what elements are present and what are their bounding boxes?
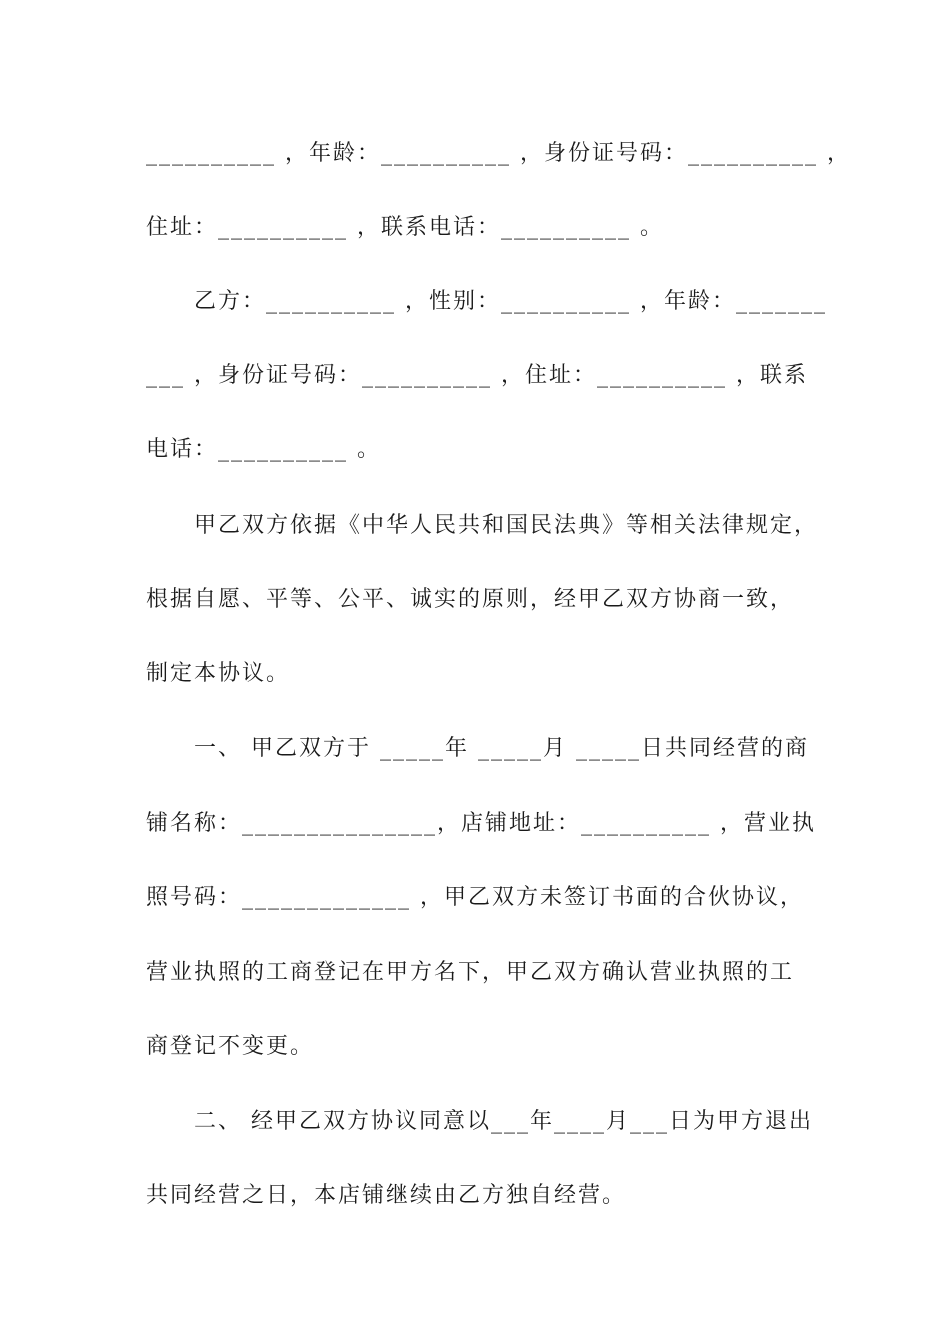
text-line-5: 电话：__________ 。 xyxy=(146,437,381,462)
text-line-8: 制定本协议。 xyxy=(146,661,291,686)
text-line-1: __________ ，年龄：__________ ，身份证号码：__________ ， xyxy=(146,141,851,166)
text-line-11: 照号码：_____________ ，甲乙双方未签订书面的合伙协议， xyxy=(146,885,804,910)
text-line-6: 甲乙双方依据《中华人民共和国民法典》等相关法律规定， xyxy=(194,513,819,538)
text-line-12: 营业执照的工商登记在甲方名下，甲乙双方确认营业执照的工 xyxy=(146,960,795,985)
text-line-7: 根据自愿、平等、公平、诚实的原则，经甲乙双方协商一致， xyxy=(146,587,795,612)
text-line-13: 商登记不变更。 xyxy=(146,1034,315,1059)
text-line-4: ___ ，身份证号码：__________ ，住址：__________ ，联系 xyxy=(146,363,808,388)
text-line-2: 住址：__________ ，联系电话：__________ 。 xyxy=(146,215,664,240)
text-line-9: 一、 甲乙双方于 _____年 _____月 _____日共同经营的商 xyxy=(194,736,809,761)
text-line-14: 二、 经甲乙双方协议同意以___年____月___日为甲方退出 xyxy=(194,1109,813,1134)
text-line-10: 铺名称：_______________，店铺地址：__________ ，营业执 xyxy=(146,811,816,836)
text-line-15: 共同经营之日，本店铺继续由乙方独自经营。 xyxy=(146,1183,627,1208)
text-line-3: 乙方：__________ ，性别：__________ ，年龄：_______ xyxy=(194,289,827,314)
